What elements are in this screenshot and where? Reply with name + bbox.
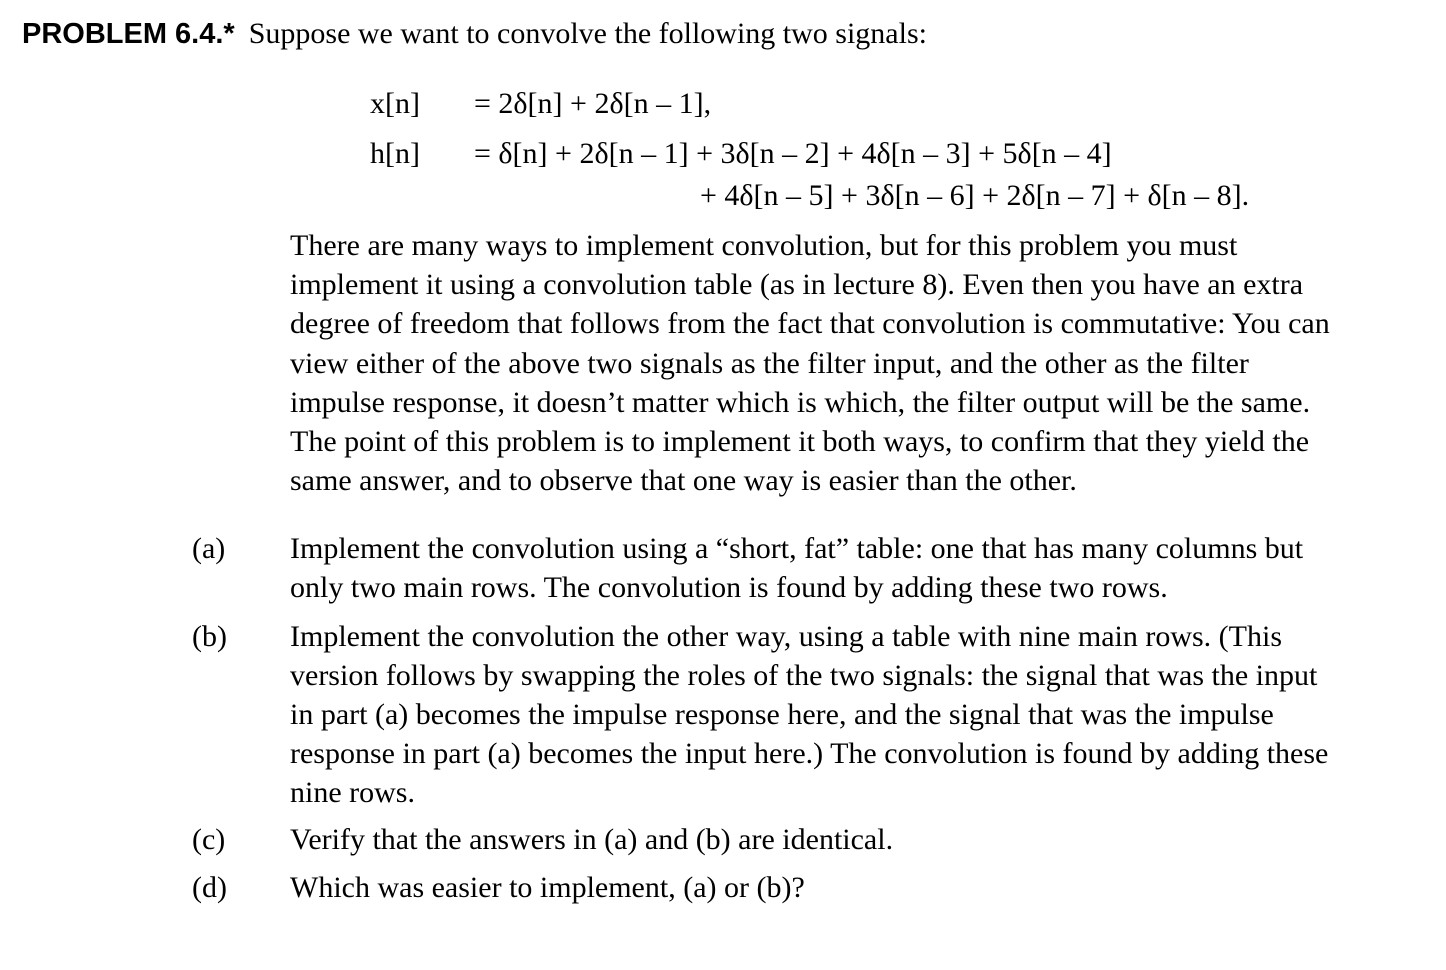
part-d-label: (d)	[192, 871, 227, 904]
paragraph-line: degree of freedom that follows from the fact that convolution is commutative: You can	[290, 307, 1330, 341]
part-line: response in part (a) becomes the input here.) The convolution is found by adding these	[290, 737, 1329, 770]
part-line: nine rows.	[290, 776, 415, 809]
equation-x-rhs: = 2δ[n] + 2δ[n – 1],	[474, 87, 712, 120]
equation-h-lhs: h[n]	[370, 137, 420, 170]
paragraph-line: The point of this problem is to implement it both ways, to confirm that they yield the	[290, 425, 1310, 459]
part-line: in part (a) becomes the impulse response here, and the signal that was the impulse	[290, 698, 1274, 731]
problem-intro: Suppose we want to convolve the following two signals:	[248, 17, 927, 50]
part-a-label: (a)	[192, 532, 226, 565]
equation-h-rhs-1: = δ[n] + 2δ[n – 1] + 3δ[n – 2] + 4δ[n – 3] + 5δ[n – 4]	[474, 137, 1112, 170]
part-c-text	[290, 820, 1430, 859]
part-line: Implement the convolution the other way, using a table with nine main rows. (This	[290, 620, 1283, 653]
part-b-label: (b)	[192, 620, 227, 653]
problem-label: PROBLEM 6.4.*	[22, 18, 235, 50]
part-line: Verify that the answers in (a) and (b) are identical.	[290, 823, 894, 856]
equation-h-line-2	[700, 176, 1249, 216]
part-line: only two main rows. The convolution is found by adding these two rows.	[290, 571, 1168, 604]
part-c-label: (c)	[192, 823, 226, 856]
paragraph-line: impulse response, it doesn’t matter which is which, the filter output will be the same.	[290, 385, 1311, 419]
part-b-text	[290, 617, 1430, 812]
problem-description	[290, 226, 1430, 500]
part-a-text	[290, 529, 1430, 607]
paragraph-line: same answer, and to observe that one way is easier than the other.	[290, 464, 1077, 498]
paragraph-line: view either of the above two signals as the filter input, and the other as the filter	[290, 346, 1249, 380]
equation-h-line-1	[370, 134, 1112, 174]
equation-x-lhs: x[n]	[370, 87, 420, 120]
paragraph-line: There are many ways to implement convolution, but for this problem you must	[290, 229, 1238, 262]
paragraph-line: implement it using a convolution table (as in lecture 8). Even then you have an extra	[290, 268, 1304, 302]
problem-header	[22, 14, 927, 54]
part-line: Implement the convolution using a “short, fat” table: one that has many columns but	[290, 532, 1304, 565]
part-d-text	[290, 868, 1430, 907]
equation-x	[370, 84, 711, 124]
part-line: Which was easier to implement, (a) or (b)?	[290, 871, 805, 904]
equation-h-rhs-2: + 4δ[n – 5] + 3δ[n – 6] + 2δ[n – 7] + δ[n – 8].	[700, 179, 1250, 212]
part-line: version follows by swapping the roles of the two signals: the signal that was the input	[290, 659, 1318, 692]
